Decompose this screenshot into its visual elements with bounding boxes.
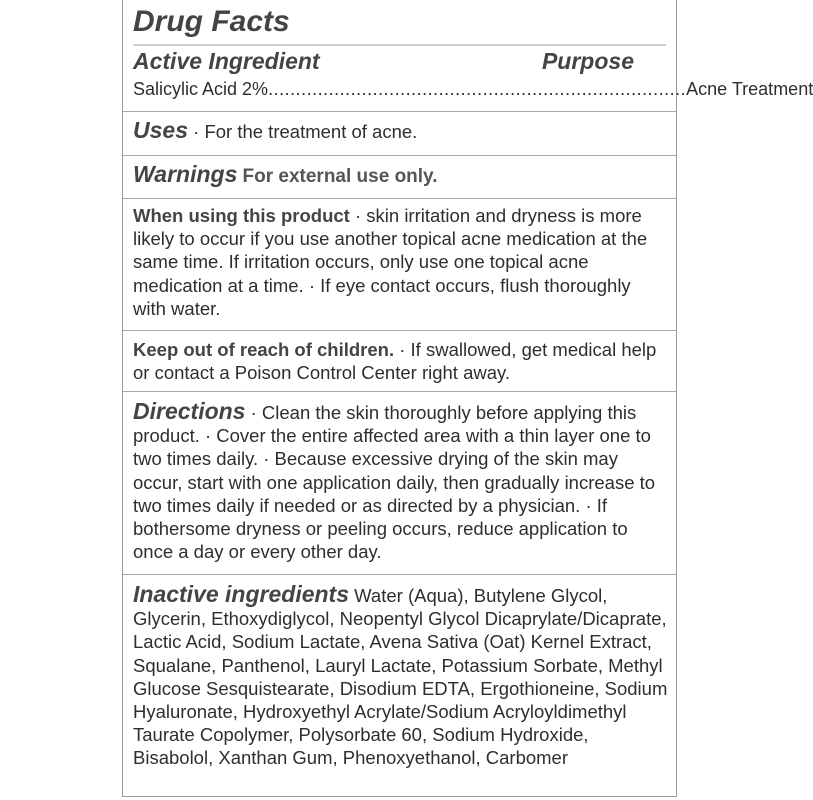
- keep-out-section: [133, 338, 668, 384]
- purpose-heading: Purpose: [541, 48, 634, 74]
- active-ingredient-heading: Active Ingredient: [133, 48, 320, 74]
- uses-section: [133, 119, 668, 143]
- active-ingredient-row: [133, 77, 813, 101]
- when-using-heading: When using this product: [133, 205, 350, 226]
- leader-dots: ............................................................................: [268, 79, 687, 99]
- drug-facts-title: Drug Facts: [133, 5, 290, 38]
- inactive-ingredients-section: [133, 583, 668, 770]
- uses-heading: Uses: [133, 117, 188, 143]
- section-divider: [123, 198, 676, 199]
- section-divider: [123, 155, 676, 156]
- section-divider: [123, 574, 676, 575]
- active-ingredient-purpose: Acne Treatment: [686, 79, 813, 99]
- section-divider: [123, 330, 676, 331]
- section-divider: [123, 391, 676, 392]
- directions-heading: Directions: [133, 398, 246, 424]
- when-using-text: · skin irritation and dryness is more likely to occur if you use another topical acne medication at the same time. If irritation occurs, only use one topical acne medication at a time. · If eye contact occurs, flush thoroughly with water.: [133, 205, 648, 319]
- inactive-ingredients-heading: Inactive ingredients: [133, 581, 350, 607]
- warnings-header: [133, 163, 668, 188]
- directions-section: [133, 400, 668, 563]
- uses-text: For the treatment of acne.: [204, 121, 418, 142]
- when-using-section: [133, 204, 668, 320]
- keep-out-heading: Keep out of reach of children.: [133, 339, 395, 360]
- inactive-ingredients-text: Water (Aqua), Butylene Glycol, Glycerin, Ethoxydiglycol, Neopentyl Glycol Dicaprylate/Dicaprate, Lactic Acid, Sodium Lactate, Avena Sativa (Oat) Kernel Extract, Squalane, Panthenol, Lauryl Lactate, Potassium Sorbate, Methyl Glucose Sesquistearate, Disodium EDTA, Ergothioneine, Sodium Hyaluronate, Hydroxyethyl Acrylate/Sodium Acryloyldimethyl Taurate Copolymer, Polysorbate 60, Sodium Hydroxide, Bisabolol, Xanthan Gum, Phenoxyethanol, Carbomer: [133, 585, 668, 769]
- section-divider: [123, 111, 676, 112]
- title-divider: [133, 44, 666, 46]
- warnings-heading: Warnings: [133, 161, 238, 187]
- active-ingredient-name: Salicylic Acid 2%: [133, 79, 269, 99]
- uses-bullet: ·: [187, 121, 205, 142]
- directions-text: · Clean the skin thoroughly before applying this product. · Cover the entire affected area with a thin layer one to two times daily. · Because excessive drying of the skin may occur, start with one application daily, then gradually increase to two times daily if needed or as directed by a physician. · If bothersome dryness or peeling occurs, reduce application to once a day or every other day.: [133, 402, 656, 563]
- warnings-subheading: For external use only.: [242, 166, 438, 187]
- keep-out-text: · If swallowed, get medical help or contact a Poison Control Center right away.: [133, 339, 657, 384]
- drug-facts-panel: [122, 0, 813, 797]
